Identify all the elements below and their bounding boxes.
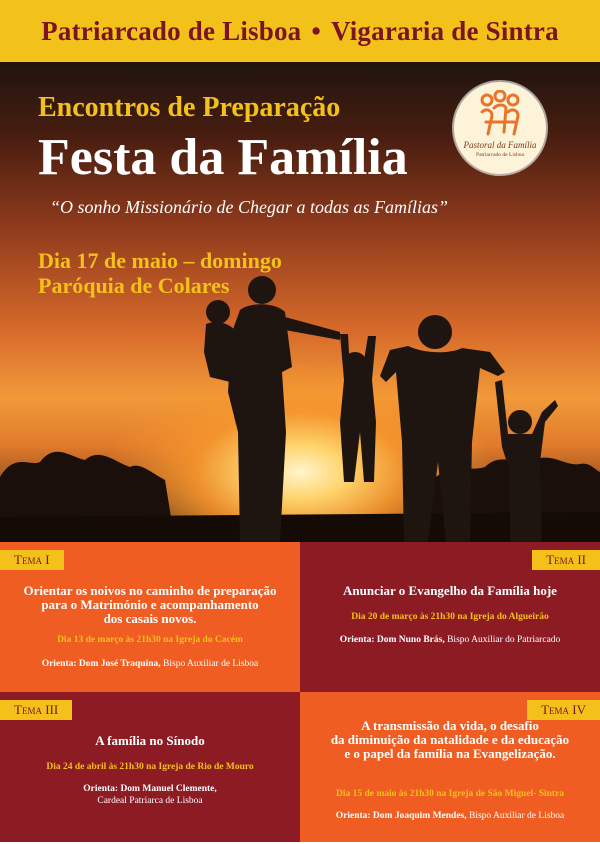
hero-sunset-photo bbox=[0, 62, 600, 542]
family-figures-icon bbox=[478, 90, 522, 138]
theme-line: A transmissão da vida, o desafio bbox=[361, 718, 539, 733]
theme-line: Orientar os noivos no caminho de preparação bbox=[23, 583, 277, 598]
orienta-role: Cardeal Patriarca de Lisboa bbox=[97, 796, 203, 806]
theme-title-4 bbox=[310, 719, 590, 761]
hero-title: Festa da Família bbox=[38, 129, 408, 186]
orienta-name: Orienta: Dom Joaquim Mendes, bbox=[335, 811, 467, 821]
event-date: Dia 17 de maio – domingo bbox=[38, 248, 282, 273]
theme-line: A família no Sínodo bbox=[95, 733, 205, 748]
theme-panel-2 bbox=[300, 542, 600, 692]
theme-line: Anunciar o Evangelho da Família hoje bbox=[343, 583, 557, 598]
theme-line: para o Matrimónio e acompanhamento bbox=[41, 597, 259, 612]
theme-tag-3 bbox=[0, 700, 72, 720]
tag-initial: T bbox=[541, 702, 550, 717]
theme-panel-4 bbox=[300, 692, 600, 842]
orienta-name: Orienta: Dom José Traquina, bbox=[41, 659, 161, 669]
tag-initial: T bbox=[14, 552, 22, 567]
theme-orienta-1 bbox=[10, 658, 290, 670]
orienta-name: Orienta: Dom Nuno Brás, bbox=[339, 635, 445, 645]
pastoral-familia-logo bbox=[454, 82, 546, 174]
theme-line: da diminuição da natalidade e da educação bbox=[330, 732, 570, 747]
tag-rest: ema IV bbox=[549, 702, 586, 717]
theme-panel-3 bbox=[0, 692, 300, 842]
theme-when-4: Dia 15 de maio às 21h30 na Igreja de São Miguel- Sintra bbox=[335, 789, 565, 799]
theme-title-3 bbox=[10, 734, 290, 748]
hero-quote: “O sonho Missionário de Chegar a todas as Famílias” bbox=[50, 197, 449, 217]
banner-patriarcado: Patriarcado de Lisboa bbox=[41, 15, 302, 46]
orienta-name: Orienta: Dom Manuel Clemente, bbox=[83, 784, 217, 794]
family-silhouette bbox=[190, 272, 560, 542]
tag-initial: T bbox=[14, 702, 22, 717]
orienta-role: Bispo Auxiliar de Lisboa bbox=[160, 659, 259, 669]
tag-rest: ema I bbox=[21, 552, 50, 567]
theme-orienta-3 bbox=[10, 783, 290, 807]
orienta-role: Bispo Auxiliar de Lisboa bbox=[466, 811, 565, 821]
orienta-role: Bispo Auxiliar do Patriarcado bbox=[444, 635, 561, 645]
theme-title-2 bbox=[310, 584, 590, 598]
theme-line: dos casais novos. bbox=[103, 611, 197, 626]
theme-line: e o papel da família na Evangelização. bbox=[344, 746, 556, 761]
banner-vigararia: Vigararia de Sintra bbox=[331, 15, 559, 46]
theme-panel-1 bbox=[0, 542, 300, 692]
theme-title-1 bbox=[10, 584, 290, 626]
theme-tag-4 bbox=[527, 700, 600, 720]
top-banner bbox=[0, 0, 600, 62]
theme-when-2: Dia 20 de março às 21h30 na Igreja do Algueirão bbox=[351, 612, 549, 622]
theme-when-1: Dia 13 de março às 21h30 na Igreja do Cacém bbox=[57, 635, 243, 645]
banner-separator: • bbox=[311, 15, 322, 46]
theme-orienta-4 bbox=[310, 810, 590, 822]
event-place: Paróquia de Colares bbox=[38, 273, 230, 298]
tag-initial: T bbox=[546, 552, 555, 567]
theme-tag-1 bbox=[0, 550, 64, 570]
tag-rest: ema II bbox=[554, 552, 586, 567]
logo-subtitle: Patriarcado de Lisboa bbox=[476, 152, 524, 158]
tag-rest: ema III bbox=[21, 702, 59, 717]
theme-orienta-2 bbox=[310, 634, 590, 646]
theme-when-3: Dia 24 de abril às 21h30 na Igreja de Rio de Mouro bbox=[46, 762, 254, 772]
hero-subtitle: Encontros de Preparação bbox=[38, 92, 341, 123]
theme-tag-2 bbox=[532, 550, 600, 570]
logo-name: Pastoral da Família bbox=[463, 140, 537, 150]
